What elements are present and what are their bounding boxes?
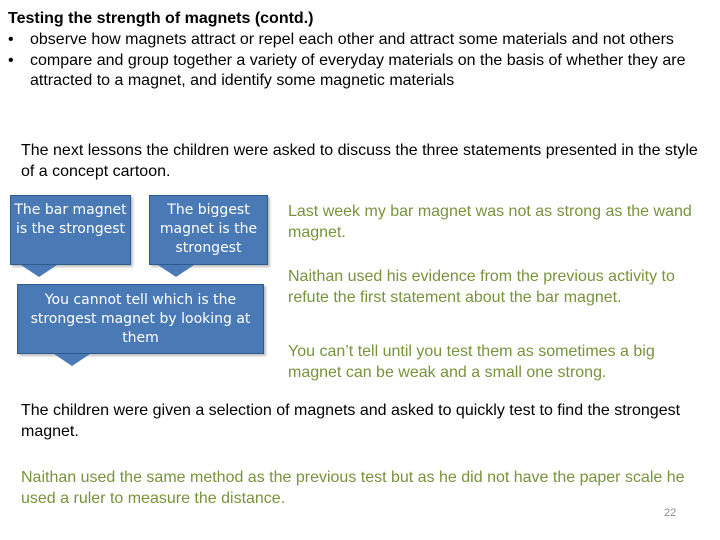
- note-cant-tell: You can’t tell until you test them as sometimes a big magnet can be weak and a small one strong.: [288, 343, 655, 381]
- callout-tail: [158, 265, 194, 277]
- callout-cannot-tell: [17, 284, 264, 354]
- callout-biggest-magnet: [149, 195, 268, 265]
- intro-paragraph: The next lessons the children were asked to discuss the three statements presented in the style of a concept cartoon.: [21, 142, 698, 180]
- second-paragraph: The children were given a selection of magnets and asked to quickly test to find the strongest magnet.: [21, 402, 681, 440]
- objective-item: [8, 30, 708, 51]
- note-ruler-method: Naithan used the same method as the previous test but as he did not have the paper scale he used a ruler to measure the distance.: [21, 469, 685, 507]
- objective-text: compare and group together a variety of everyday materials on the basis of whether they are attracted to a magnet, and identify some magnetic materials: [30, 51, 686, 89]
- slide-title: Testing the strength of magnets (contd.): [8, 10, 314, 27]
- objective-item: [8, 51, 708, 92]
- callout-text: The biggest magnet is the strongest: [159, 202, 258, 256]
- bullet-marker: •: [8, 51, 14, 69]
- callout-text: The bar magnet is the strongest: [14, 202, 127, 237]
- callout-bar-magnet: [10, 195, 131, 265]
- note-last-week: Last week my bar magnet was not as strong as the wand magnet.: [288, 203, 692, 241]
- bullet-marker: •: [8, 31, 14, 48]
- objectives-list: [8, 30, 708, 92]
- page-number: 22: [664, 507, 677, 519]
- callout-tail: [21, 265, 57, 277]
- note-refute: Naithan used his evidence from the previous activity to refute the first statement about the bar magnet.: [288, 268, 675, 306]
- callout-tail: [54, 354, 90, 366]
- objective-text: observe how magnets attract or repel each other and attract some materials and not others: [30, 31, 674, 48]
- callout-text: You cannot tell which is the strongest magnet by looking at them: [30, 292, 251, 346]
